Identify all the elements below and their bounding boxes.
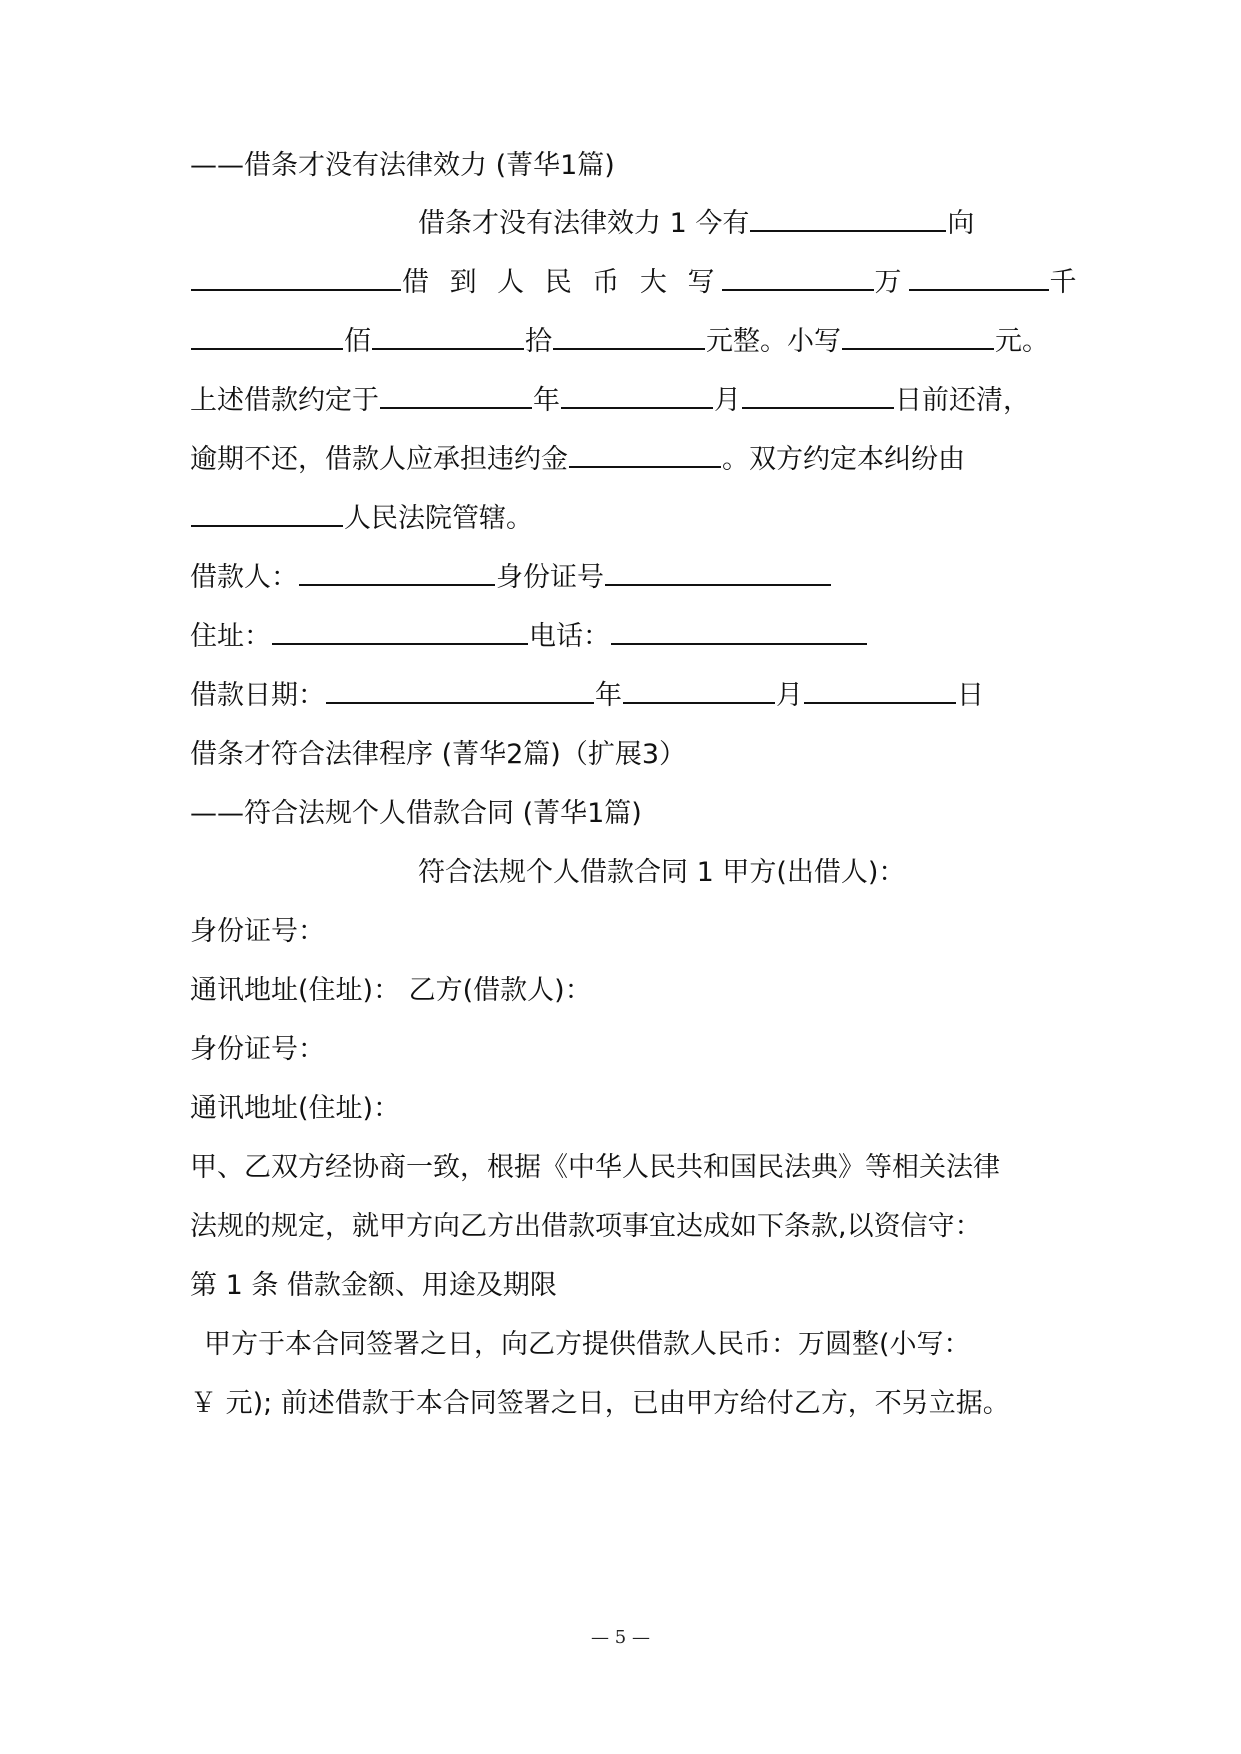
page-number: — 5 —	[591, 1627, 650, 1648]
iou-line-3	[190, 322, 1049, 362]
section-heading-contract	[190, 794, 642, 834]
iou-text: 元。	[995, 326, 1049, 357]
blank-units	[553, 322, 705, 350]
blank-address	[272, 617, 528, 645]
iou-opening-text: 借条才没有法律效力 1 今有	[418, 208, 750, 239]
borrower-info-line	[190, 558, 832, 598]
contract-body-line	[190, 1384, 1010, 1424]
blank-amount-figures	[842, 322, 994, 350]
iou-text: 万	[874, 267, 908, 298]
body-text: 甲、乙双方经协商一致，根据《中华人民共和国民法典》等相关法律	[190, 1152, 1000, 1183]
iou-line-2	[190, 263, 1083, 303]
iou-line-5	[190, 440, 965, 480]
phone-label: 电话：	[529, 621, 610, 652]
iou-line-6	[190, 499, 533, 539]
id-number-label: 身份证号：	[190, 916, 325, 947]
iou-text: 向	[947, 208, 975, 239]
blank-repay-day	[742, 381, 894, 409]
iou-text: 佰	[344, 326, 371, 357]
borrower-label: 借款人：	[190, 562, 298, 593]
blank-ten-thousands	[722, 263, 874, 291]
iou-text: 日前还清，	[895, 385, 1030, 416]
blank-borrower-name	[191, 263, 401, 291]
body-text: ￥ 元); 前述借款于本合同签署之日，已由甲方给付乙方，不另立据。	[190, 1388, 1010, 1419]
iou-text: 日	[957, 680, 984, 711]
iou-text: 月	[776, 680, 803, 711]
address-label: 住址：	[190, 621, 271, 652]
blank-loan-day	[804, 676, 956, 704]
id-number-label: 身份证号	[496, 562, 604, 593]
body-text: 甲方于本合同签署之日，向乙方提供借款人民币：万圆整(小写：	[204, 1329, 971, 1360]
iou-text: 。双方约定本纠纷由	[722, 444, 965, 475]
iou-text: 月	[714, 385, 741, 416]
body-text: 法规的规定，就甲方向乙方出借款项事宜达成如下条款,以资信守：	[190, 1211, 982, 1242]
blank-tens	[372, 322, 524, 350]
iou-text: 上述借款约定于	[190, 385, 379, 416]
iou-text: 千	[1049, 267, 1083, 298]
article-title: 第 1 条 借款金额、用途及期限	[190, 1270, 557, 1301]
blank-phone	[611, 617, 867, 645]
iou-text: 人民法院管辖。	[344, 503, 533, 534]
iou-text: 逾期不还，借款人应承担违约金	[190, 444, 568, 475]
blank-court	[191, 499, 343, 527]
blank-lender-name	[750, 204, 946, 232]
blank-loan-month	[623, 676, 775, 704]
party-a-id-line	[190, 912, 325, 952]
address-phone-line	[190, 617, 868, 657]
contract-body-line	[190, 1148, 1000, 1188]
heading-text: ——借条才没有法律效力 (菁华1篇)	[190, 150, 615, 181]
party-b-id-line	[190, 1030, 325, 1070]
contract-body-line	[190, 1207, 982, 1247]
blank-repay-year	[380, 381, 532, 409]
contract-title-text: 符合法规个人借款合同 1 甲方(出借人)：	[418, 857, 906, 888]
contract-title-line	[418, 853, 905, 893]
blank-loan-year	[326, 676, 594, 704]
iou-text: 拾	[525, 326, 552, 357]
contract-body-line	[190, 1325, 971, 1365]
blank-thousands	[909, 263, 1049, 291]
iou-text: 年	[595, 680, 622, 711]
id-number-label: 身份证号：	[190, 1034, 325, 1065]
loan-date-label: 借款日期：	[190, 680, 325, 711]
iou-text: 元整。小写	[706, 326, 841, 357]
blank-penalty	[569, 440, 721, 468]
blank-hundreds	[191, 322, 343, 350]
blank-repay-month	[561, 381, 713, 409]
party-b-address-line	[190, 1089, 400, 1129]
iou-text: 借 到 人 民 币 大 写	[402, 267, 721, 298]
party-a-address-line	[190, 971, 592, 1011]
loan-date-line	[190, 676, 984, 716]
blank-id-number	[605, 558, 831, 586]
heading-text: 借条才符合法律程序 (菁华2篇)（扩展3）	[190, 739, 687, 770]
address-label: 通讯地址(住址)： 乙方(借款人)：	[190, 975, 592, 1006]
address-label: 通讯地址(住址)：	[190, 1093, 401, 1124]
section-heading-iou	[190, 146, 615, 186]
section-heading-procedure	[190, 735, 686, 775]
blank-borrower	[299, 558, 495, 586]
iou-line-4	[190, 381, 1030, 421]
article-heading	[190, 1266, 557, 1306]
iou-text: 年	[533, 385, 560, 416]
iou-line-1	[418, 204, 974, 244]
heading-text: ——符合法规个人借款合同 (菁华1篇)	[190, 798, 642, 829]
